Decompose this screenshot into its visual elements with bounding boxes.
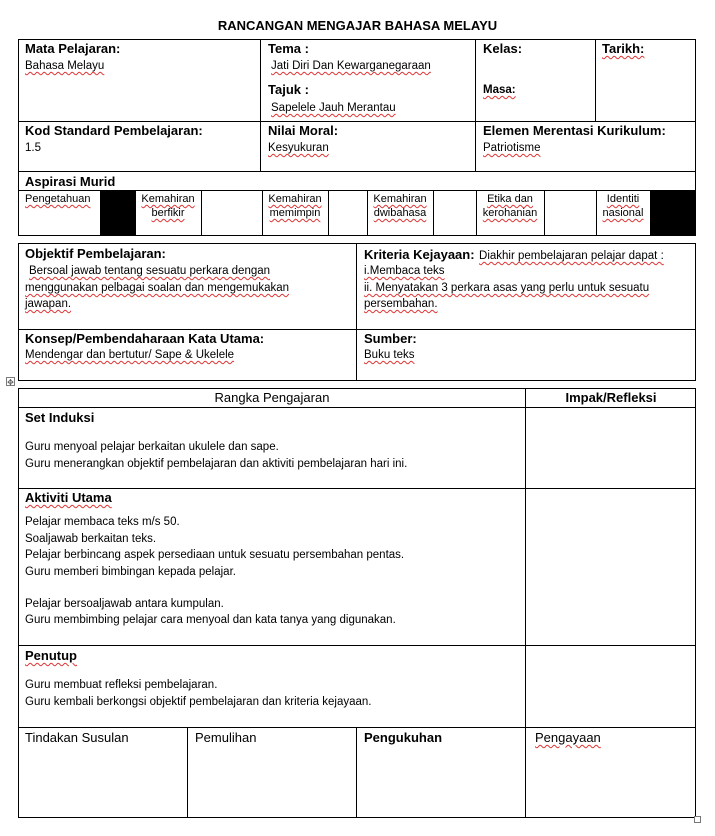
konsep-label: Konsep/Pembendaharaan Kata Utama: — [25, 331, 265, 346]
document-title: RANCANGAN MENGAJAR BAHASA MELAYU — [217, 18, 498, 33]
kriteria-line-1[interactable]: i.Membaca teks — [364, 265, 445, 277]
tema-value[interactable]: Jati Diri Dan Kewarganegaraan — [271, 60, 431, 72]
aspirasi-marker-1 — [100, 190, 135, 236]
elemen-label: Elemen Merentasi Kurikulum: — [483, 123, 666, 138]
elemen-value[interactable]: Patriotisme — [483, 142, 541, 154]
kod-standard-value[interactable]: 1.5 — [25, 142, 41, 154]
kriteria-label: Kriteria Kejayaan: — [364, 247, 475, 262]
nilai-moral-value[interactable]: Kesyukuran — [268, 142, 329, 154]
aspirasi-item-nasional[interactable]: Identiti nasional — [602, 193, 644, 219]
aktiviti-line-6[interactable]: Pelajar bersoaljawab antara kumpulan. — [25, 598, 224, 610]
aspirasi-item-dwibahasa[interactable]: Kemahiran dwibahasa — [373, 193, 427, 219]
tajuk-label: Tajuk : — [268, 82, 309, 97]
aspirasi-item-berfikir[interactable]: Kemahiran berfikir — [141, 193, 195, 219]
pengayaan-label[interactable]: Pengayaan — [535, 730, 601, 745]
kriteria-line-3[interactable]: persembahan. — [364, 298, 438, 310]
kriteria-intro[interactable]: Diakhir pembelajaran pelajar dapat : — [479, 250, 664, 262]
penutup-line-2[interactable]: Guru kembali berkongsi objektif pembelajaran dan kriteria kejayaan. — [25, 696, 372, 708]
set-induksi-line-2[interactable]: Guru menerangkan objektif pembelajaran dan aktiviti pembelajaran hari ini. — [25, 458, 408, 470]
aspirasi-label: Aspirasi Murid — [25, 174, 116, 189]
aktiviti-line-7[interactable]: Guru membimbing pelajar cara menyoal dan kata tanya yang digunakan. — [25, 614, 396, 626]
aktiviti-label: Aktiviti Utama — [25, 490, 112, 505]
kelas-label: Kelas: — [483, 41, 523, 56]
mata-pelajaran-label: Mata Pelajaran: — [25, 41, 121, 56]
aktiviti-line-3[interactable]: Pelajar berbincang aspek persediaan untuk sesuatu persembahan pentas. — [25, 549, 405, 561]
aspirasi-item-kerohanian[interactable]: Etika dan kerohanian — [482, 193, 538, 219]
penutup-line-1[interactable]: Guru membuat refleksi pembelajaran. — [25, 679, 218, 691]
objektif-line-2[interactable]: menggunakan pelbagai soalan dan mengemukakan — [25, 282, 290, 294]
set-induksi-label: Set Induksi — [25, 410, 95, 425]
penutup-label: Penutup — [25, 648, 77, 663]
tindakan-susulan-label[interactable]: Tindakan Susulan — [25, 730, 129, 745]
table-resize-handle[interactable] — [694, 816, 701, 823]
aspirasi-marker-2 — [650, 190, 696, 236]
aktiviti-line-2[interactable]: Soaljawab berkaitan teks. — [25, 533, 157, 545]
set-induksi-line-1[interactable]: Guru menyoal pelajar berkaitan ukulele dan sape. — [25, 441, 279, 453]
pengukuhan-label[interactable]: Pengukuhan — [364, 730, 443, 745]
kriteria-heading — [364, 246, 664, 264]
masa-label: Masa: — [483, 84, 516, 96]
aspirasi-item-pengetahuan[interactable]: Pengetahuan — [25, 193, 91, 205]
table-move-handle-icon[interactable]: ✥ — [7, 378, 14, 387]
aspirasi-item-memimpin[interactable]: Kemahiran memimpin — [268, 193, 322, 219]
impak-header: Impak/Refleksi — [565, 390, 657, 405]
tajuk-value[interactable]: Sapelele Jauh Merantau — [271, 102, 396, 114]
sumber-label: Sumber: — [364, 331, 417, 346]
tarikh-label: Tarikh: — [602, 41, 645, 56]
pemulihan-label[interactable]: Pemulihan — [195, 730, 257, 745]
nilai-moral-label: Nilai Moral: — [268, 123, 339, 138]
objektif-line-1[interactable]: Bersoal jawab tentang sesuatu perkara dengan — [29, 265, 271, 277]
objektif-label: Objektif Pembelajaran: — [25, 246, 166, 261]
aktiviti-line-1[interactable]: Pelajar membaca teks m/s 50. — [25, 516, 180, 528]
sumber-value[interactable]: Buku teks — [364, 349, 415, 361]
objektif-line-3[interactable]: jawapan. — [25, 298, 72, 310]
konsep-value[interactable]: Mendengar dan bertutur/ Sape & Ukelele — [25, 349, 235, 361]
kriteria-line-2[interactable]: ii. Menyatakan 3 perkara asas yang perlu untuk sesuatu — [364, 282, 650, 294]
mata-pelajaran-value[interactable]: Bahasa Melayu — [25, 60, 105, 72]
tema-label: Tema : — [268, 41, 309, 56]
aktiviti-line-4[interactable]: Guru memberi bimbingan kepada pelajar. — [25, 566, 236, 578]
kod-standard-label: Kod Standard Pembelajaran: — [25, 123, 203, 138]
rangka-header: Rangka Pengajaran — [214, 390, 330, 405]
